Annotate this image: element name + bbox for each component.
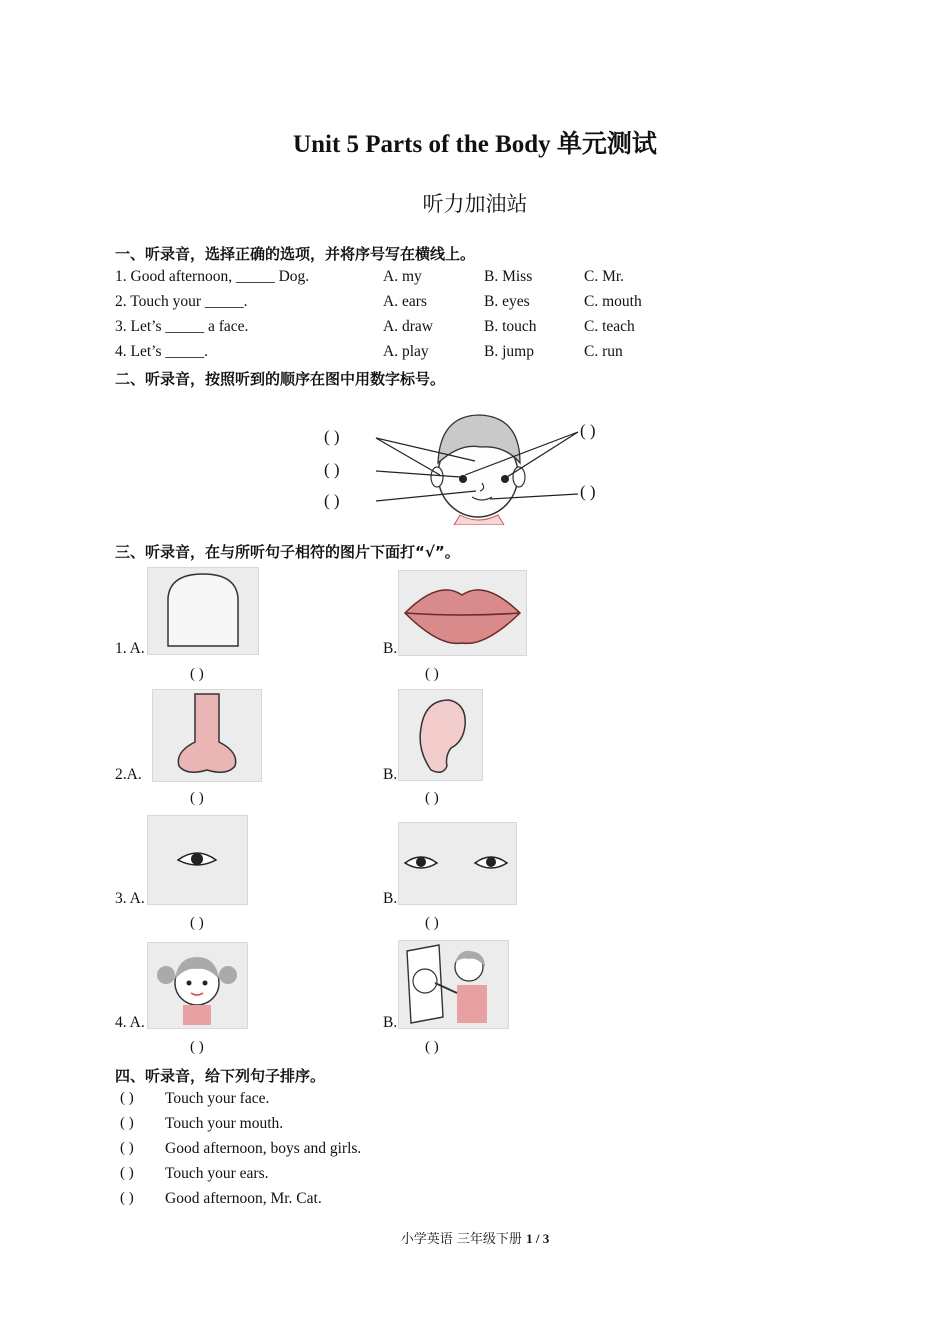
sentence-3: Good afternoon, boys and girls. xyxy=(165,1140,362,1157)
item-1b-label: B. xyxy=(383,640,398,657)
item-3b-answer: ( ) xyxy=(425,915,439,931)
mouth-image xyxy=(398,570,527,656)
question-4-option-a: A. play xyxy=(383,343,429,360)
item-3a-label: 3. A. xyxy=(115,890,145,907)
two-eyes-image xyxy=(398,822,517,905)
sentence-3-order: ( ) xyxy=(120,1140,134,1156)
item-4b-answer: ( ) xyxy=(425,1039,439,1055)
question-2-option-c: C. mouth xyxy=(584,293,642,310)
question-3-option-c: C. teach xyxy=(584,318,635,335)
sentence-5: Good afternoon, Mr. Cat. xyxy=(165,1190,322,1207)
question-3-option-a: A. draw xyxy=(383,318,433,335)
sentence-5-order: ( ) xyxy=(120,1190,134,1206)
item-3a-answer: ( ) xyxy=(190,915,204,931)
sentence-1: Touch your face. xyxy=(165,1090,270,1107)
item-2a-answer: ( ) xyxy=(190,790,204,806)
item-2b-label: B. xyxy=(383,766,398,783)
item-2a-label: 2.A. xyxy=(115,766,142,783)
face-labeling-figure xyxy=(300,405,650,525)
question-2-option-a: A. ears xyxy=(383,293,427,310)
question-4-option-b: B. jump xyxy=(484,343,534,360)
section1-heading: 一、听录音，选择正确的选项，并将序号写在横线上。 xyxy=(115,245,476,263)
section2-heading: 二、听录音，按照听到的顺序在图中用数字标号。 xyxy=(115,370,446,388)
blank-left-2: ( ) xyxy=(324,460,340,479)
section3-heading: 三、听录音，在与所听句子相符的图片下面打“√”。 xyxy=(115,543,460,561)
sentence-4: Touch your ears. xyxy=(165,1165,269,1182)
ear-image xyxy=(398,689,483,781)
page-title: Unit 5 Parts of the Body 单元测试 xyxy=(293,131,657,158)
one-eye-image xyxy=(147,815,248,905)
blank-left-3: ( ) xyxy=(324,491,340,510)
question-1-option-b: B. Miss xyxy=(484,268,533,285)
footer-text: 小学英语 三年级下册 xyxy=(400,1232,522,1247)
item-1a-label: 1. A. xyxy=(115,640,145,657)
question-1: 1. Good afternoon, _____ Dog. xyxy=(115,268,310,285)
item-1a-answer: ( ) xyxy=(190,666,204,682)
sentence-2-order: ( ) xyxy=(120,1115,134,1131)
girl-drawing-face-image xyxy=(398,940,509,1029)
sentence-4-order: ( ) xyxy=(120,1165,134,1181)
blank-right-2: ( ) xyxy=(580,482,596,501)
item-4a-label: 4. A. xyxy=(115,1014,145,1031)
head-outline-image xyxy=(147,567,259,655)
question-1-option-c: C. Mr. xyxy=(584,268,625,285)
question-2-option-b: B. eyes xyxy=(484,293,530,310)
item-2b-answer: ( ) xyxy=(425,790,439,806)
question-4: 4. Let’s _____. xyxy=(115,343,208,360)
sentence-1-order: ( ) xyxy=(120,1090,134,1106)
item-3b-label: B. xyxy=(383,890,398,907)
page-subtitle: 听力加油站 xyxy=(422,192,528,216)
item-4a-answer: ( ) xyxy=(190,1039,204,1055)
boy-face-illustration xyxy=(300,405,650,525)
question-1-option-a: A. my xyxy=(383,268,422,285)
sentence-2: Touch your mouth. xyxy=(165,1115,284,1132)
question-3-option-b: B. touch xyxy=(484,318,537,335)
question-4-option-c: C. run xyxy=(584,343,623,360)
item-4b-label: B. xyxy=(383,1014,398,1031)
section4-heading: 四、听录音，给下列句子排序。 xyxy=(115,1067,326,1085)
nose-image xyxy=(152,689,262,782)
girl-touching-ears-image xyxy=(147,942,248,1029)
page-number: 1 / 3 xyxy=(526,1231,550,1246)
blank-right-1: ( ) xyxy=(580,421,596,440)
question-2: 2. Touch your _____. xyxy=(115,293,248,310)
page-footer xyxy=(0,1228,950,1247)
blank-left-1: ( ) xyxy=(324,427,340,446)
question-3: 3. Let’s _____ a face. xyxy=(115,318,249,335)
item-1b-answer: ( ) xyxy=(425,666,439,682)
